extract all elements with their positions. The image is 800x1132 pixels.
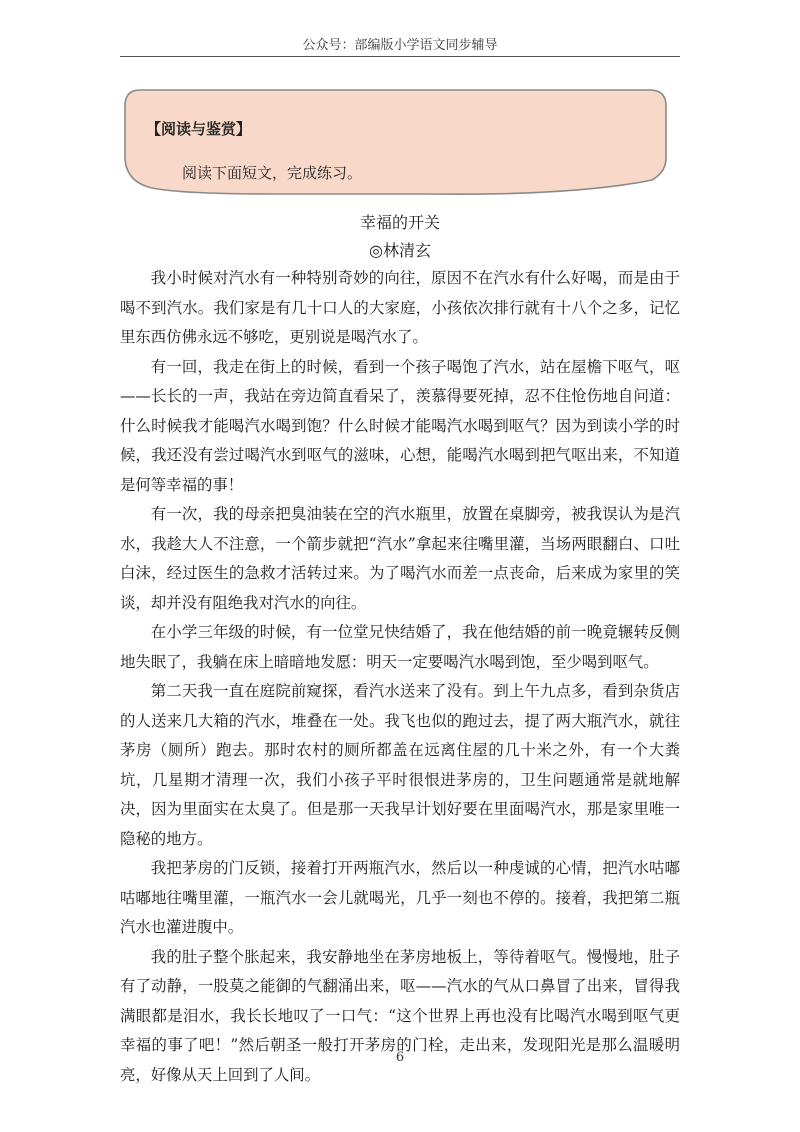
paragraph: 有一次，我的母亲把臭油装在空的汽水瓶里，放置在桌脚旁，被我误认为是汽水，我趁大人不注意，一个箭步就把“汽水”拿起来往嘴里灌，当场两眼翻白、口吐白沫，经过医生的急救才活转过来。为了喝汽水而差一点丧命，后来成为家里的笑谈，却并没有阻绝我对汽水的向往。: [120, 505, 680, 612]
paragraph: 我把茅房的门反锁，接着打开两瓶汽水，然后以一种虔诚的心情，把汽水咕嘟咕嘟地往嘴里灌，一瓶汽水一会儿就喝光，几乎一刻也不停的。接着，我把第二瓶汽水也灌进腹中。: [120, 859, 680, 936]
story-body: [120, 264, 680, 1090]
section-banner: [122, 88, 668, 198]
instruction-text: 阅读下面短文，完成练习。: [182, 164, 363, 182]
paragraph: 第二天我一直在庭院前窥探，看汽水送来了没有。到上午九点多，看到杂货店的人送来几大箱的汽水，堆叠在一处。我飞也似的跑过去，提了两大瓶汽水，就往茅房（厕所）跑去。那时农村的厕所都盖在远离住屋的几十米之外，有一个大粪坑，几星期才清理一次，我们小孩子平时很恨进茅房的，卫生问题通常是就地解决，因为里面实在太臭了。但是那一天我早计划好要在里面喝汽水，那是家里唯一隐秘的地方。: [120, 682, 680, 848]
story-author: ◎林清玄: [369, 241, 431, 260]
header-divider: [120, 56, 680, 57]
paragraph: 我小时候对汽水有一种特别奇妙的向往，原因不在汽水有什么好喝，而是由于喝不到汽水。我们家是有几十口人的大家庭，小孩依次排行就有十八个之多，记忆里东西仿佛永远不够吃，更别说是喝汽水了。: [120, 269, 680, 346]
section-title: 【阅读与鉴赏】: [146, 120, 252, 138]
paragraph: 有一回，我走在街上的时候，看到一个孩子喝饱了汽水，站在屋檐下呕气，呕——长长的一声，我站在旁边简直看呆了，羡慕得要死掉，忍不住怆伤地自问道：什么时候我才能喝汽水喝到饱？什么时候才能喝汽水喝到呕气？因为到读小学的时候，我还没有尝过喝汽水到呕气的滋味，心想，能喝汽水喝到把气呕出来，不知道是何等幸福的事！: [120, 357, 680, 494]
story-title: 幸福的开关: [359, 213, 440, 232]
page-number: 6: [395, 1050, 405, 1065]
page-header: 公众号：部编版小学语文同步辅导: [302, 38, 498, 53]
paragraph: 在小学三年级的时候，有一位堂兄快结婚了，我在他结婚的前一晚竟辗转反侧地失眠了，我躺在床上暗暗地发愿：明天一定要喝汽水喝到饱，至少喝到呕气。: [120, 623, 680, 671]
paragraph: 我的肚子整个胀起来，我安静地坐在茅房地板上，等待着呕气。慢慢地，肚子有了动静，一股莫之能御的气翻涌出来，呕——汽水的气从口鼻冒了出来，冒得我满眼都是泪水，我长长地叹了一口气：“这个世界上再也没有比喝汽水喝到呕气更幸福的事了吧！”然后朝圣一般打开茅房的门栓，走出来，发现阳光是那么温暖明亮，好像从天上回到了人间。: [120, 947, 680, 1084]
